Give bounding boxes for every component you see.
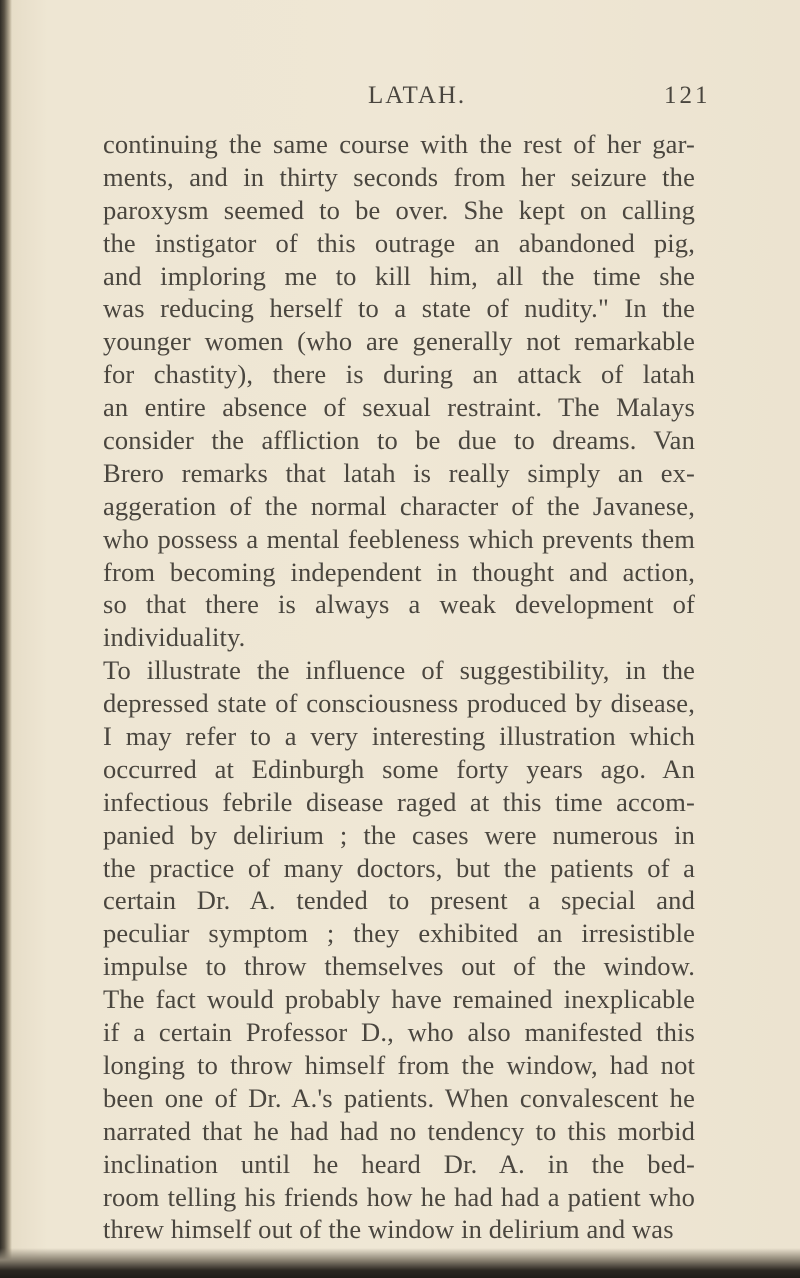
text-line: certain Dr. A. tended to present a special and: [103, 885, 695, 916]
text-line: To illustrate the influence of suggestibility, in the: [103, 655, 695, 686]
text-line: occurred at Edinburgh some forty years ago. An: [103, 753, 695, 784]
text-line: Brero remarks that latah is really simply an ex-: [103, 457, 695, 488]
text-line: younger women (who are generally not remarkable: [103, 326, 695, 357]
text-line: for chastity), there is during an attack of latah: [103, 359, 695, 390]
text-line: the instigator of this outrage an abandoned pig,: [103, 227, 695, 258]
text-line: peculiar symptom ; they exhibited an irresistible: [103, 918, 695, 949]
body-text: [103, 128, 695, 1246]
running-head: [0, 82, 800, 116]
text-line: an entire absence of sexual restraint. The Malays: [103, 392, 695, 423]
text-line: so that there is always a weak development of: [103, 589, 695, 620]
text-line: been one of Dr. A.'s patients. When convalescent he: [103, 1082, 695, 1113]
text-line: panied by delirium ; the cases were numerous in: [103, 819, 695, 850]
page-bottom-edge: [0, 1248, 800, 1278]
page-number: 121: [664, 82, 711, 109]
text-line: paroxysm seemed to be over. She kept on calling: [103, 194, 695, 225]
text-line: the practice of many doctors, but the patients of a: [103, 852, 695, 883]
running-title: LATAH.: [368, 82, 467, 109]
text-line: I may refer to a very interesting illustration which: [103, 721, 695, 752]
text-line: consider the affliction to be due to dreams. Van: [103, 425, 695, 456]
text-line: ments, and in thirty seconds from her seizure the: [103, 161, 695, 192]
text-line: narrated that he had had no tendency to this morbid: [103, 1115, 695, 1146]
text-line: longing to throw himself from the window, had not: [103, 1049, 695, 1080]
text-line: infectious febrile disease raged at this time accom-: [103, 786, 695, 817]
text-line: continuing the same course with the rest of her gar-: [103, 129, 695, 159]
page-binding-edge: [0, 0, 12, 1278]
text-line: The fact would probably have remained inexplicable: [103, 984, 695, 1015]
text-line: if a certain Professor D., who also manifested this: [103, 1017, 695, 1048]
text-line: threw himself out of the window in delirium and was: [103, 1214, 674, 1245]
text-line: impulse to throw themselves out of the window.: [103, 951, 695, 982]
text-line: room telling his friends how he had had a patient who: [103, 1181, 695, 1212]
text-line: depressed state of consciousness produced by disease,: [103, 688, 695, 719]
text-line: was reducing herself to a state of nudity." In the: [103, 293, 695, 324]
text-line: inclination until he heard Dr. A. in the bed-: [103, 1148, 695, 1179]
text-line: who possess a mental feebleness which prevents them: [103, 523, 695, 554]
text-line: and imploring me to kill him, all the time she: [103, 260, 695, 291]
text-line: individuality.: [103, 622, 246, 653]
text-line: from becoming independent in thought and action,: [103, 556, 695, 587]
text-line: aggeration of the normal character of the Javanese,: [103, 490, 695, 521]
